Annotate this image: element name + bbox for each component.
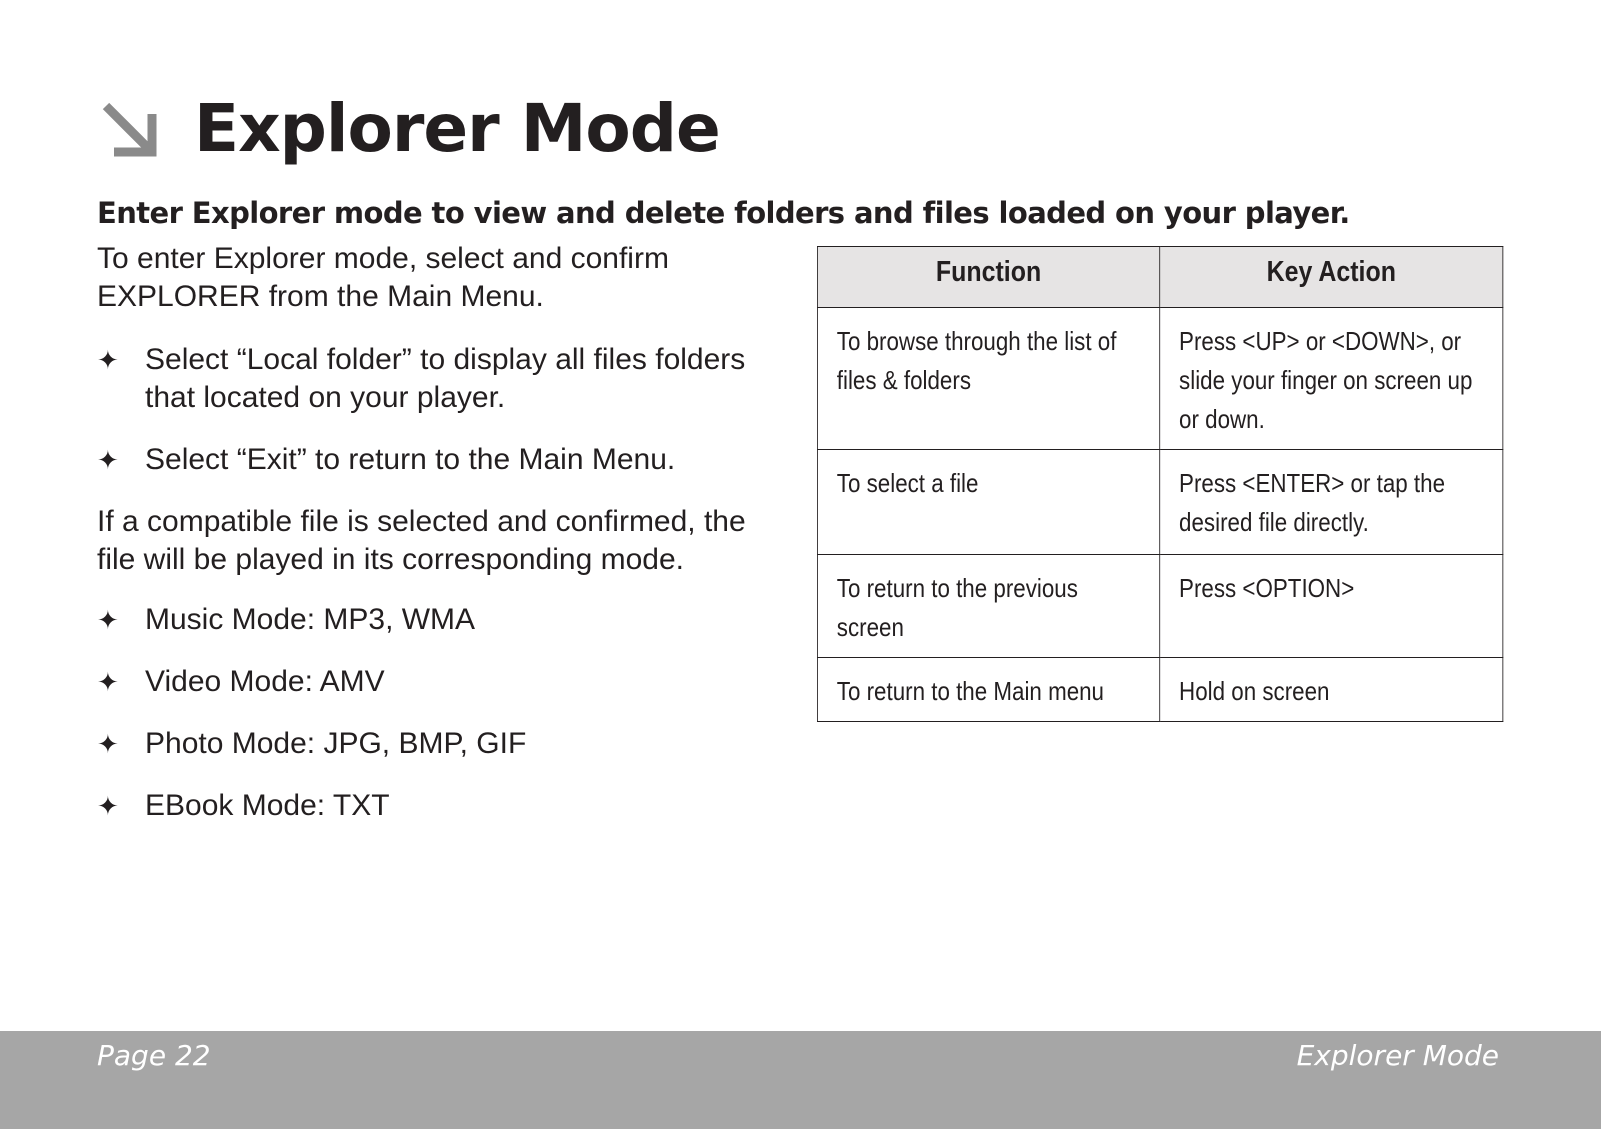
key-action-table [817, 246, 1503, 722]
list-item-text: Photo Mode: JPG, BMP, GIF [145, 727, 527, 760]
page-title: Explorer Mode [194, 90, 720, 167]
instructions-column [97, 240, 757, 849]
page-number: Page 22 [97, 1039, 211, 1072]
function-cell: To select a file [817, 450, 1159, 555]
section-name: Explorer Mode [1296, 1039, 1499, 1072]
key-action-cell: Press <UP> or <DOWN>, or slide your finger on screen up or down. [1160, 308, 1503, 450]
list-item-text: EBook Mode: TXT [145, 789, 390, 822]
key-action-cell: Press <ENTER> or tap the desired file directly. [1160, 450, 1503, 555]
page-footer [0, 1031, 1601, 1129]
intro-heading: Enter Explorer mode to view and delete folders and files loaded on your player. [97, 196, 1350, 230]
title-row [98, 84, 720, 174]
list-item [97, 725, 757, 763]
table-row [817, 450, 1502, 555]
compatible-file-note: If a compatible file is selected and confirmed, the file will be played in its corresponding mode. [97, 505, 746, 576]
list-item [97, 663, 757, 701]
table-row [817, 308, 1502, 450]
list-item [97, 601, 757, 639]
list-item-text: Music Mode: MP3, WMA [145, 603, 476, 636]
bullet-star-icon: ✦ [97, 791, 119, 821]
column-header-function: Function [817, 247, 1159, 308]
table-row [817, 555, 1502, 658]
bullet-star-icon: ✦ [97, 445, 119, 475]
list-item [97, 441, 757, 479]
list-item [97, 341, 757, 417]
bullet-star-icon: ✦ [97, 605, 119, 635]
bullet-star-icon: ✦ [97, 729, 119, 759]
list-item-text: Video Mode: AMV [145, 665, 385, 698]
column-header-key-action: Key Action [1160, 247, 1503, 308]
list-item [97, 787, 757, 825]
bullet-star-icon: ✦ [97, 345, 119, 375]
table-header-row [817, 247, 1502, 308]
enter-instructions: To enter Explorer mode, select and confirm EXPLORER from the Main Menu. [97, 242, 669, 313]
bullet-star-icon: ✦ [97, 667, 119, 697]
function-cell: To return to the Main menu [817, 658, 1159, 722]
list-item-text: Select “Exit” to return to the Main Menu. [145, 443, 676, 476]
key-action-cell: Press <OPTION> [1160, 555, 1503, 658]
list-item-text: Select “Local folder” to display all files folders that located on your player. [145, 343, 746, 414]
key-action-cell: Hold on screen [1160, 658, 1503, 722]
table-row [817, 658, 1502, 722]
arrow-down-right-icon [98, 98, 160, 160]
function-cell: To browse through the list of files & folders [817, 308, 1159, 450]
function-cell: To return to the previous screen [817, 555, 1159, 658]
